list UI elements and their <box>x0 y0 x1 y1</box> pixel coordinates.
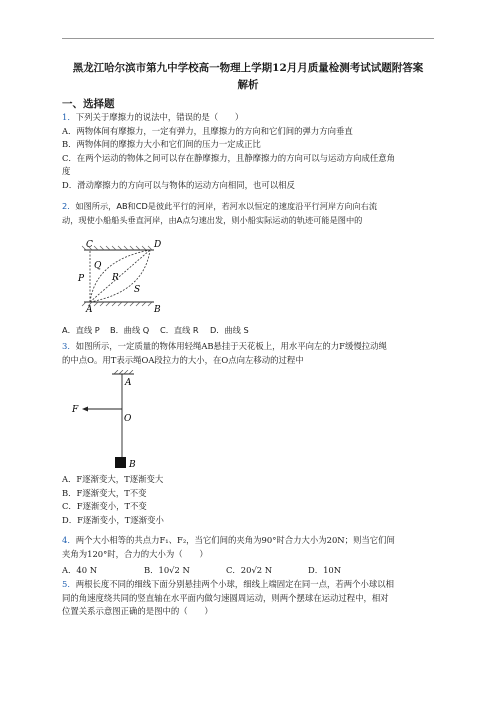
option-a: A．两物体间有摩擦力，一定有弹力，且摩擦力的方向和它们间的弹力方向垂直 <box>62 125 353 136</box>
option-c: C．20√2 N <box>226 565 273 576</box>
question-stem-line-1: 如图所示，一定质量的物体用轻绳AB悬挂于天花板上，用水平向左的力F缓慢拉动绳 <box>75 341 387 351</box>
hanging-block <box>115 457 126 468</box>
question-2-options <box>62 324 436 338</box>
question-number: 5． <box>62 579 76 589</box>
label-b: B <box>129 460 136 470</box>
label-a: A <box>125 378 132 388</box>
option-c: C．直线 R <box>160 325 199 335</box>
option-a: A．F逐渐变大，T逐渐变大 <box>62 474 164 484</box>
question-4 <box>62 534 436 578</box>
path-r <box>90 250 150 302</box>
question-number: 4． <box>62 535 76 545</box>
question-stem-line-2: 的中点O。用T表示绳OA段拉力的大小，在O点向左移动的过程中 <box>62 354 304 365</box>
option-b: B．10√2 N <box>144 565 190 576</box>
question-stem-line-2: 夹角为120°时，合力的大小为（ ） <box>62 548 208 559</box>
arrowhead-icon <box>82 407 88 412</box>
question-stem-line-3: 位置关系示意图正确的是图中的（ ） <box>62 606 213 617</box>
question-stem-line-2: 动，现使小船船头垂直河岸，由A点匀速出发，则小船实际运动的轨迹可能是图中的 <box>62 214 363 225</box>
label-f: F <box>72 405 79 415</box>
page-title <box>40 60 456 94</box>
label-c: C <box>86 240 93 250</box>
question-3-options <box>62 473 436 527</box>
option-d: D．滑动摩擦力的方向可以与物体的运动方向相同，也可以相反 <box>62 179 295 190</box>
question-1 <box>62 111 436 193</box>
rope-diagram <box>66 370 146 470</box>
option-c-continued: 度 <box>62 166 71 177</box>
label-a: A <box>86 305 93 315</box>
question-2 <box>62 200 436 227</box>
option-c: C．F逐渐变小，T不变 <box>62 501 147 512</box>
label-d: D <box>154 240 162 250</box>
option-c: C．在两个运动的物体之间可以存在静摩擦力，且静摩擦力的方向可以与运动方向成任意角 <box>62 152 396 163</box>
option-b: B．曲线 Q <box>110 325 150 335</box>
label-p: P <box>78 274 85 284</box>
option-d: D．曲线 S <box>210 325 249 335</box>
river-bank-ab <box>82 302 154 306</box>
option-d: D．10N <box>308 565 342 576</box>
question-3 <box>62 340 436 367</box>
question-stem-line-1: 两个大小相等的共点力F₁、F₂，当它们间的夹角为90°时合力大小为20N；则当它们间 <box>75 535 395 545</box>
section-heading: 一、选择题 <box>62 98 115 110</box>
question-stem-line-2: 同的角速度绕共同的竖直轴在水平面内做匀速圆周运动，则两个摆球在运动过程中，相对 <box>62 592 389 603</box>
header-rule <box>62 38 434 39</box>
question-stem: 下列关于摩擦力的说法中，错误的是（ ） <box>75 112 244 122</box>
label-s: S <box>134 285 141 295</box>
option-d: D．F逐渐变小，T逐渐变小 <box>62 514 164 525</box>
ceiling <box>112 370 134 374</box>
title-line-1: 黑龙江哈尔滨市第九中学校高一物理上学期12月月质量检测考试试题附答案 <box>72 62 424 74</box>
option-a: A．40 N <box>62 565 98 576</box>
question-number: 2． <box>62 201 76 211</box>
question-number: 3． <box>62 341 76 351</box>
question-5 <box>62 578 436 619</box>
river-diagram <box>62 236 182 320</box>
question-stem-line-1: 两根长度不同的细线下面分别悬挂两个小球，细线上端固定在同一点，若两个小球以相 <box>75 579 394 589</box>
option-a: A．直线 P <box>62 325 100 335</box>
title-line-2: 解析 <box>237 79 259 91</box>
question-stem-line-1: 如图所示，AB和CD是彼此平行的河岸，若河水以恒定的速度沿平行河岸方向向右流 <box>75 201 378 211</box>
option-b: B．F逐渐变大，T不变 <box>62 487 147 498</box>
label-b: B <box>154 305 161 315</box>
question-number: 1． <box>62 112 76 122</box>
option-b: B．两物体间的摩擦力大小和它们间的压力一定成正比 <box>62 139 261 150</box>
label-o: O <box>124 414 132 424</box>
label-q: Q <box>94 261 102 271</box>
label-r: R <box>112 273 119 283</box>
